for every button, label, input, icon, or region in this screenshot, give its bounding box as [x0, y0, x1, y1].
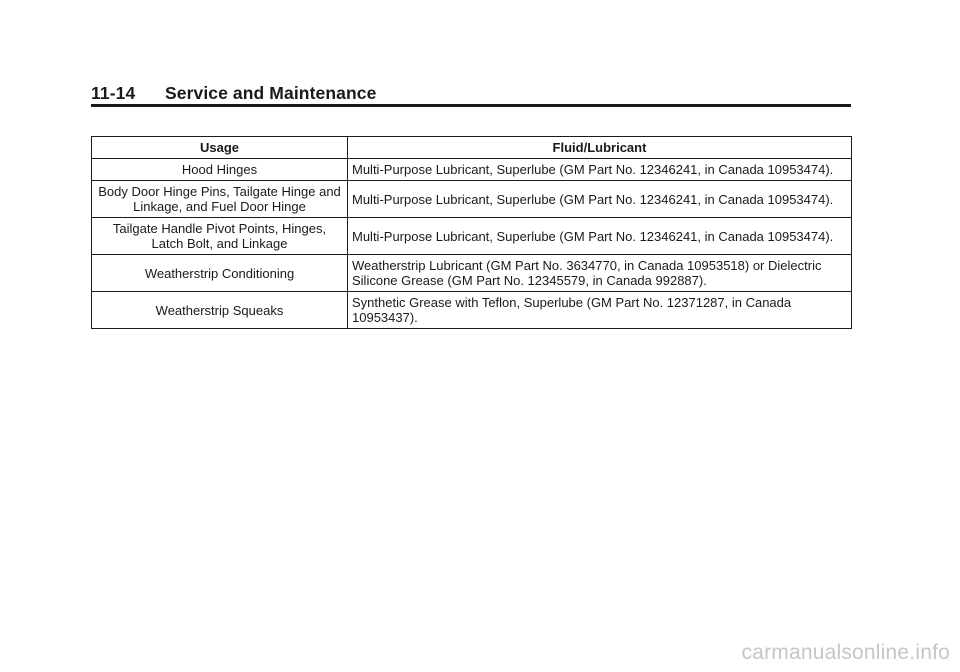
fluid-cell: Multi-Purpose Lubricant, Superlube (GM Part No. 12346241, in Canada 10953474). [348, 181, 852, 218]
fluids-lubricants-table [91, 136, 852, 329]
usage-cell: Tailgate Handle Pivot Points, Hinges, Latch Bolt, and Linkage [92, 218, 348, 255]
table-row [92, 159, 852, 181]
fluid-cell: Synthetic Grease with Teflon, Superlube (GM Part No. 12371287, in Canada 10953437). [348, 292, 852, 329]
table-row [92, 218, 852, 255]
usage-cell: Weatherstrip Conditioning [92, 255, 348, 292]
header-rule [91, 104, 851, 107]
fluid-cell: Multi-Purpose Lubricant, Superlube (GM Part No. 12346241, in Canada 10953474). [348, 218, 852, 255]
page-number: 11-14 [91, 83, 136, 103]
watermark-text: carmanualsonline.info [741, 641, 950, 664]
usage-cell: Body Door Hinge Pins, Tailgate Hinge and Linkage, and Fuel Door Hinge [92, 181, 348, 218]
fluid-cell: Weatherstrip Lubricant (GM Part No. 3634770, in Canada 10953518) or Dielectric Silicone Grease (GM Part No. 12345579, in Canada 992887). [348, 255, 852, 292]
table-row [92, 181, 852, 218]
table-row [92, 255, 852, 292]
fluid-cell: Multi-Purpose Lubricant, Superlube (GM Part No. 12346241, in Canada 10953474). [348, 159, 852, 181]
table-row [92, 292, 852, 329]
column-header-usage: Usage [92, 137, 348, 159]
page-header [91, 82, 851, 104]
section-title: Service and Maintenance [165, 83, 377, 103]
usage-cell: Hood Hinges [92, 159, 348, 181]
table-header-row [92, 137, 852, 159]
usage-cell: Weatherstrip Squeaks [92, 292, 348, 329]
column-header-fluid-lubricant: Fluid/Lubricant [348, 137, 852, 159]
